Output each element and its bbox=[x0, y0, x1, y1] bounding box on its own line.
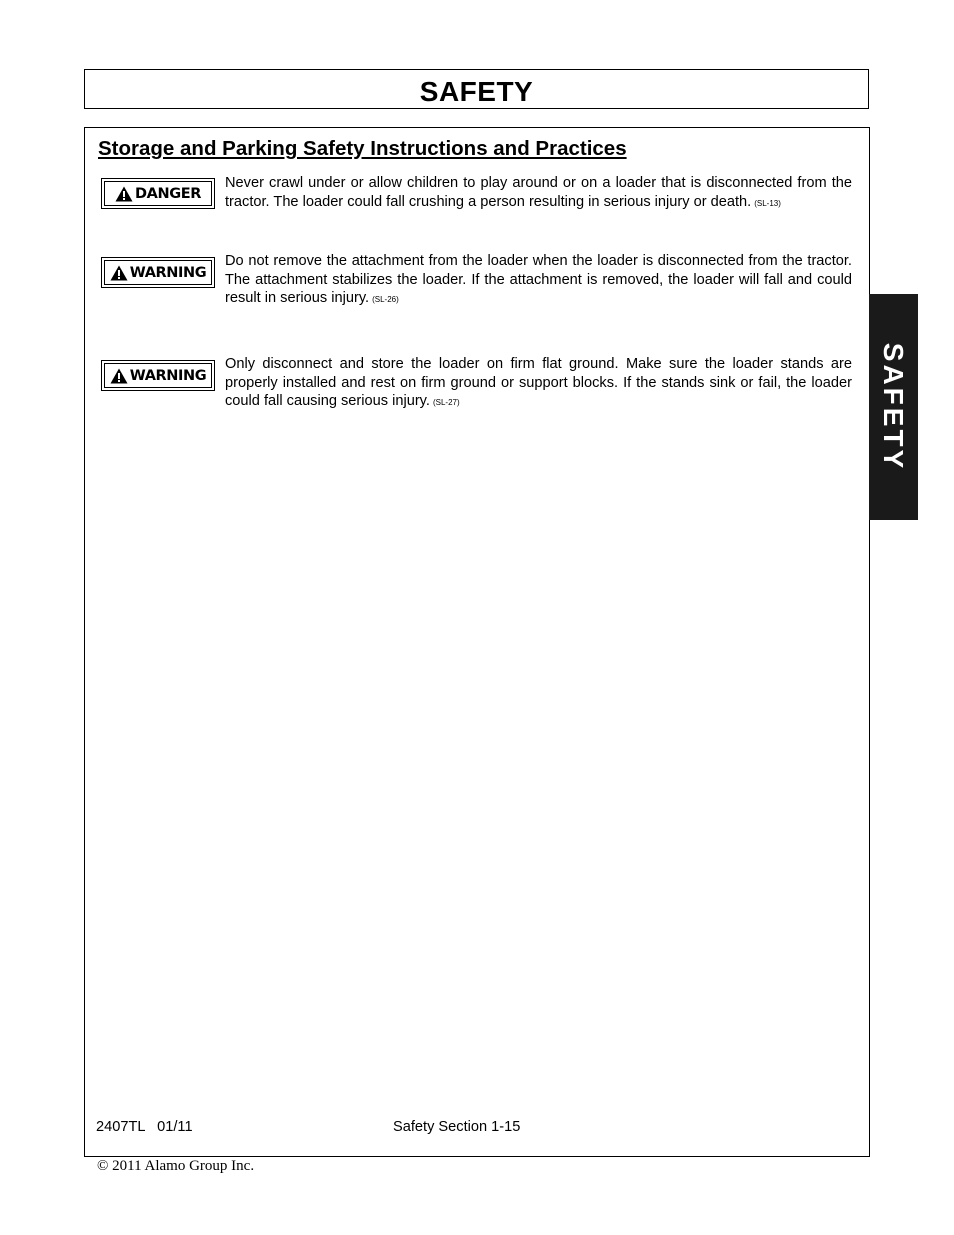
danger-badge bbox=[101, 178, 215, 209]
warning-badge bbox=[101, 360, 215, 391]
notice-code: (SL-27) bbox=[432, 398, 460, 408]
hazard-triangle-icon bbox=[110, 368, 128, 384]
content-panel bbox=[84, 127, 870, 1157]
badge-label: WARNING bbox=[129, 367, 207, 384]
page-title: SAFETY bbox=[419, 76, 534, 107]
notice-text: Only disconnect and store the loader on firm flat ground. Make sure the loader stands are properly installed and rest on firm ground or support blocks. If the stands sink or fail, the loader could fall causing serious injury. (SL-27) bbox=[225, 356, 852, 410]
warning-badge bbox=[101, 257, 215, 288]
badge-label: DANGER bbox=[135, 185, 201, 202]
hazard-triangle-icon bbox=[115, 186, 133, 202]
footer-page-ref: Safety Section 1-15 bbox=[393, 1119, 521, 1135]
side-tab-label: SAFETY bbox=[878, 342, 910, 472]
notice-code: (SL-13) bbox=[754, 198, 781, 208]
section-side-tab bbox=[869, 294, 918, 520]
badge-label: WARNING bbox=[129, 264, 207, 281]
notice-text: Never crawl under or allow children to play around or on a loader that is disconnected from the tractor. The loader could fall crushing a person resulting in serious injury or death. (SL-13) bbox=[225, 175, 852, 210]
notice-text: Do not remove the attachment from the loader when the loader is disconnected from the tractor. The attachment stabilizes the loader. If the attachment is removed, the loader will fall and could result in serious injury. (SL-26) bbox=[225, 253, 852, 307]
section-heading: Storage and Parking Safety Instructions and Practices bbox=[98, 137, 627, 160]
copyright: © 2011 Alamo Group Inc. bbox=[97, 1158, 255, 1174]
footer-model-date: 2407TL 01/11 bbox=[96, 1119, 193, 1135]
notice-code: (SL-26) bbox=[372, 295, 399, 305]
hazard-triangle-icon bbox=[110, 265, 128, 281]
page-header bbox=[84, 69, 869, 109]
